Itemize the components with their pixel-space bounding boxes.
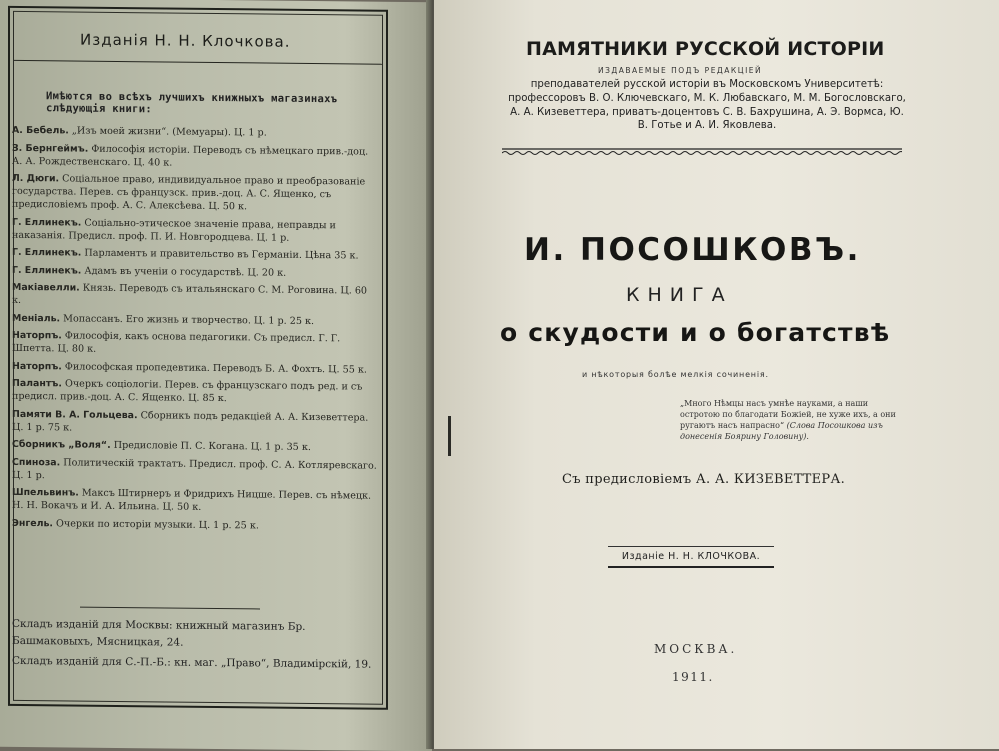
entry-author: Наторпъ.	[12, 360, 62, 372]
book-label: КНИГА	[626, 284, 733, 306]
epigraph	[680, 398, 910, 442]
entry-author: З. Бернгеймъ.	[12, 142, 89, 155]
publisher-header: Изданія Н. Н. Клочкова.	[80, 30, 291, 51]
publication-year: 1911.	[672, 670, 714, 684]
entry-text: Парламентъ и правительство въ Германіи. Цѣна 35 к.	[84, 247, 359, 262]
entry-author: Наторпъ.	[12, 329, 62, 342]
entry-text: Соціально-этическое значеніе права, неправды и наказанія. Предисл. проф. П. И. Новгородцева. Ц. 1 р.	[12, 217, 336, 244]
entry-text: Адамъ въ ученіи о государствѣ. Ц. 20 к.	[84, 265, 287, 279]
entry-author: Палантъ.	[12, 377, 62, 390]
catalog-entry	[10, 438, 382, 455]
catalog-entry	[10, 516, 382, 533]
catalog-entry	[10, 486, 382, 516]
catalog-intro: Имѣются во всѣхъ лучшихъ книжныхъ магазинахъ слѣдующія книги:	[46, 90, 338, 116]
left-page-frame	[8, 6, 388, 710]
entry-author: Шпельвинъ.	[12, 486, 79, 499]
catalog-entry	[10, 124, 382, 141]
entry-author: Г. Еллинекъ.	[12, 264, 82, 277]
epigraph-source: (Слова Посошкова изъ донесенія Боярину Головину).	[680, 421, 883, 441]
entry-text: Предисловіе П. С. Когана. Ц. 1 р. 35 к.	[113, 439, 311, 453]
entry-author: А. Бебель.	[12, 124, 69, 137]
entry-author: Энгель.	[12, 517, 53, 529]
book-extra: и нѣкоторыя болѣе мелкія сочиненія.	[582, 370, 769, 379]
entry-text: Философія, какъ основа педагогики. Съ предисл. Г. Г. Шпетта. Ц. 80 к.	[12, 330, 341, 355]
entry-author: Памяти В. А. Гольцева.	[12, 408, 138, 421]
catalog-list	[10, 124, 382, 538]
entry-text: Сборникъ подъ редакціей А. А. Кизеветтера. Ц. 1 р. 75 к.	[12, 409, 369, 433]
catalog-entry	[10, 263, 382, 280]
entry-text: Мопассанъ. Его жизнь и творчество. Ц. 1 р. 25 к.	[63, 312, 315, 327]
warehouse-moscow: Складъ изданій для Москвы: книжный магазинъ Бр. Башмаковыхъ, Мясницкая, 24.	[12, 617, 306, 649]
catalog-entry	[10, 329, 382, 359]
publication-city: МОСКВА.	[654, 642, 738, 656]
catalog-entry	[10, 246, 382, 263]
entry-text: Максъ Штирнеръ и Фридрихъ Ницше. Перев. съ нѣмецк. Н. Н. Вокачъ и И. А. Ильина. Ц. 50 к.	[12, 487, 372, 513]
entry-text: Очеркъ соціологіи. Перев. съ французскаго подъ ред. и съ предисл. прив.-доц. А. С. Ященко. Ц. 85 к.	[12, 378, 363, 405]
entry-author: Г. Еллинекъ.	[12, 246, 82, 259]
publisher-imprint: Изданіе Н. Н. КЛОЧКОВА.	[608, 546, 774, 568]
entry-text: Князь. Переводъ съ итальянскаго С. М. Роговина. Ц. 60 к.	[12, 282, 368, 306]
entry-text: Соціальное право, индивидуальное право и преобразованіе государства. Перев. съ французск. прив.-доц. А. С. Ященко, съ предисловіемъ проф. А. С. Алексѣева. Ц. 50 к.	[12, 173, 366, 213]
entry-text: Философія исторіи. Переводъ съ нѣмецкаго прив.-доц. А. А. Рождественскаго. Ц. 40 к.	[12, 143, 369, 169]
catalog-entry	[10, 172, 382, 215]
author-name: И. ПОСОШКОВЪ.	[524, 232, 861, 268]
catalog-entry	[10, 281, 382, 311]
book-title: о скудости и о богатствѣ	[500, 318, 891, 347]
series-editors: преподавателей русской исторіи въ Московскомъ Университетѣ: профессоровъ В. О. Ключевскаго, М. К. Любавскаго, М. М. Богословскаго, А. А. Кизеветтера, приватъ-доцентовъ С. В. Бахрушина, А. Э. Вормса, Ю. В. Готье и А. И. Яковлева.	[508, 79, 906, 132]
entry-text: Философская пропедевтика. Переводъ Б. А. Фохтъ. Ц. 55 к.	[64, 360, 367, 376]
catalog-entry	[10, 455, 382, 485]
catalog-entry	[10, 141, 382, 171]
right-page	[434, 0, 999, 749]
preface-credit: Съ предисловіемъ А. А. КИЗЕВЕТТЕРА.	[562, 472, 846, 487]
catalog-entry	[10, 407, 382, 437]
left-page	[0, 0, 432, 751]
catalog-entry	[10, 377, 382, 407]
entry-author: Сборникъ „Воля“.	[12, 438, 111, 451]
entry-author: Г. Еллинекъ.	[12, 216, 82, 229]
wavy-divider	[502, 146, 902, 156]
entry-text: Политическій трактатъ. Предисл. проф. С. А. Котляревскаго. Ц. 1 р.	[12, 456, 377, 481]
entry-author: Макіавелли.	[12, 281, 80, 294]
warehouse-addresses	[12, 616, 382, 677]
catalog-entry	[10, 311, 382, 328]
entry-author: Спиноза.	[12, 456, 61, 468]
entry-author: Л. Дюги.	[12, 172, 60, 185]
binding-thread	[448, 416, 451, 456]
series-title: ПАМЯТНИКИ РУССКОЙ ИСТОРІИ	[526, 38, 885, 60]
series-subtitle: ИЗДАВАЕМЫЕ ПОДЪ РЕДАКЦІЕЙ	[598, 66, 763, 75]
entry-author: Меніаль.	[12, 312, 61, 324]
entry-text: „Изъ моей жизни“. (Мемуары). Ц. 1 р.	[71, 125, 267, 139]
catalog-entry	[10, 215, 382, 245]
epigraph-quote: „Много Нѣмцы насъ умнѣе науками, а наши остротою по благодати Божіей, не хуже ихъ, а они ругаютъ насъ напрасно“	[680, 399, 896, 430]
warehouse-spb: Складъ изданій для С.-П.-Б.: кн. маг. „Право“, Владимірскій, 19.	[12, 654, 372, 671]
catalog-entry	[10, 359, 382, 376]
entry-text: Очерки по исторіи музыки. Ц. 1 р. 25 к.	[56, 517, 259, 531]
